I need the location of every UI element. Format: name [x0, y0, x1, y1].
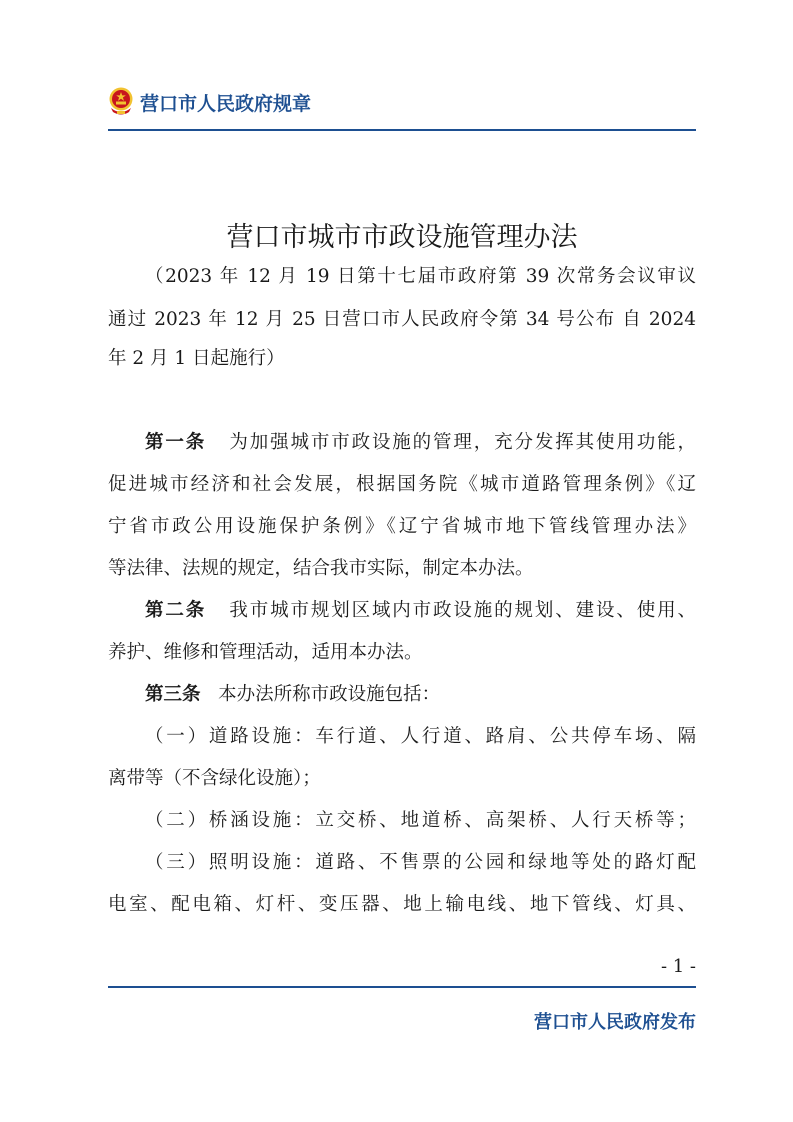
list-item-line: （三）照明设施：道路、不售票的公园和绿地等处的路灯配 [145, 852, 696, 873]
page-header [108, 86, 696, 120]
article-1-line: 等法律、法规的规定，结合我市实际，制定本办法。 [108, 558, 534, 579]
article-3-line [108, 682, 696, 708]
article-label: 第二条 [145, 600, 207, 621]
national-emblem-icon [108, 86, 134, 116]
article-2-line [108, 598, 696, 624]
adoption-note-line: （2023 年 12 月 19 日第十七届市政府第 39 次常务会议审议 [145, 266, 696, 287]
article-label: 第三条 [145, 684, 201, 705]
list-item-line: 电室、配电箱、灯杆、变压器、地上输电线、地下管线、灯具、 [108, 894, 696, 915]
article-1-line: 促进城市经济和社会发展，根据国务院《城市道路管理条例》《辽 [108, 474, 696, 495]
header-divider [108, 129, 696, 131]
page-number: - 1 - [660, 956, 696, 977]
list-item-line: 离带等（不含绿化设施）； [108, 768, 321, 789]
article-text: 为加强城市市政设施的管理，充分发挥其使用功能， [229, 432, 696, 453]
footer-publisher: 营口市人民政府发布 [534, 1012, 696, 1033]
article-1-line: 宁省市政公用设施保护条例》《辽宁省城市地下管线管理办法》 [108, 516, 696, 537]
list-item-line: （二）桥涵设施：立交桥、地道桥、高架桥、人行天桥等； [145, 810, 696, 831]
header-title: 营口市人民政府规章 [140, 93, 312, 115]
adoption-note-line: 通过 2023 年 12 月 25 日营口市人民政府令第 34 号公布 自 2024 [108, 309, 696, 330]
adoption-note-line: 年 2 月 1 日起施行） [108, 348, 285, 369]
article-text: 本办法所称市政设施包括： [218, 684, 441, 705]
article-2-line: 养护、维修和管理活动，适用本办法。 [108, 642, 423, 663]
document-title: 营口市城市市政设施管理办法 [226, 222, 578, 253]
article-label: 第一条 [145, 432, 207, 453]
list-item-line: （一）道路设施：车行道、人行道、路肩、公共停车场、隔 [145, 726, 696, 747]
article-1-line [108, 430, 696, 456]
article-text: 我市城市规划区域内市政设施的规划、建设、使用、 [229, 600, 696, 621]
footer-divider [108, 986, 696, 988]
